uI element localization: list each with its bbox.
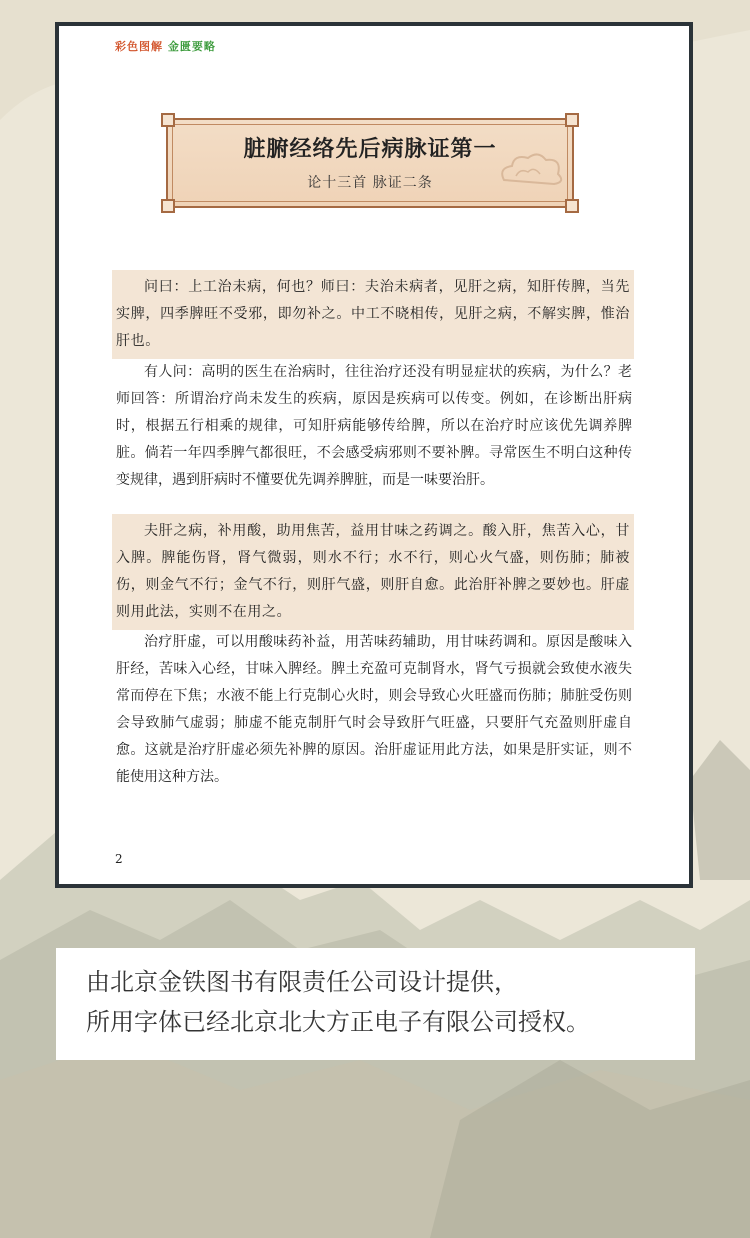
credit-line-1: 由北京金铁图书有限责任公司设计提供，	[86, 968, 518, 996]
header-series: 彩色图解	[115, 40, 163, 53]
chapter-subtitle: 论十三首 脉证二条	[307, 175, 433, 191]
chapter-title: 脏腑经络先后病脉证第一	[243, 136, 497, 162]
running-header	[115, 38, 216, 54]
corner-ornament	[161, 199, 175, 213]
translation-passage: 有人问：高明的医生在治病时，往往治疗还没有明显症状的疾病，为什么？老师回答：所谓治疗尚未发生的疾病，原因是疾病可以传变。例如，在诊断出肝病时，根据五行相乘的规律，可知肝病能够传给脾，所以在治疗时应该优先调养脾脏。倘若一年四季脾气都很旺，不会感受病邪则不要补脾。寻常医生不明白这种传变规律，遇到肝病时不懂要优先调养脾脏，而是一味要治肝。	[116, 364, 632, 488]
corner-ornament	[565, 199, 579, 213]
corner-ornament	[161, 113, 175, 127]
classic-text-passage: 夫肝之病，补用酸，助用焦苦，益用甘味之药调之。酸入肝，焦苦入心，甘入脾。脾能伤肾，肾气微弱，则水不行；水不行，则心火气盛，则伤肺；肺被伤，则金气不行；金气不行，则肝气盛，则肝自愈。此治肝补脾之要妙也。肝虚则用此法，实则不在用之。	[112, 514, 634, 630]
chapter-title-panel	[166, 118, 574, 208]
corner-ornament	[565, 113, 579, 127]
translation-passage: 治疗肝虚，可以用酸味药补益，用苦味药辅助，用甘味药调和。原因是酸味入肝经，苦味入心经，甘味入脾经。脾土充盈可克制肾水，肾气亏损就会致使水液失常而停在下焦；水液不能上行克制心火时，则会导致心火旺盛而伤肺；肺脏受伤则会导致肺气虚弱；肺虚不能克制肝气时会导致肝气旺盛，只要肝气充盈则肝虚自愈。这就是治疗肝虚必须先补脾的原因。治肝虚证用此方法，如果是肝实证，则不能使用这种方法。	[116, 634, 632, 785]
book-page	[55, 22, 693, 888]
credit-line-2: 所用字体已经北京北大方正电子有限公司授权。	[86, 1008, 590, 1036]
classic-text-passage: 问曰：上工治未病，何也？师曰：夫治未病者，见肝之病，知肝传脾，当先实脾，四季脾旺不受邪，即勿补之。中工不晓相传，见肝之病，不解实脾，惟治肝也。	[112, 270, 634, 359]
header-book-title: 金匮要略	[167, 40, 216, 53]
copyright-credit-box	[56, 948, 695, 1060]
page-number: 2	[115, 852, 123, 866]
